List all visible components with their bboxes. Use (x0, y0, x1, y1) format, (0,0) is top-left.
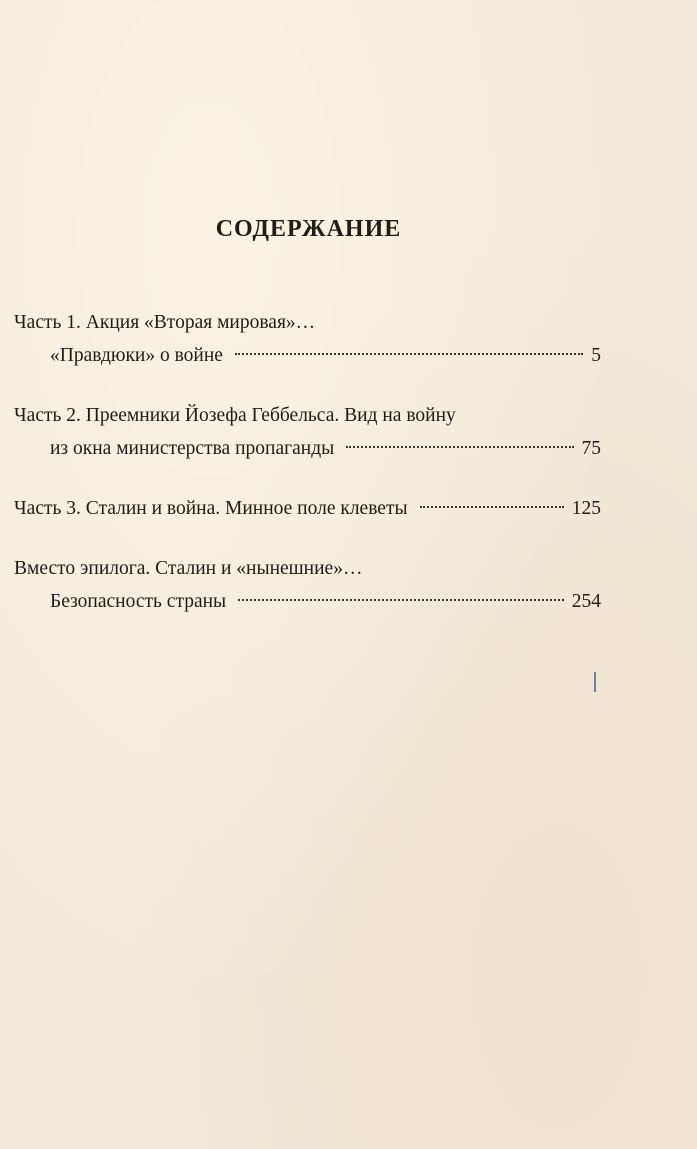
page-number: 254 (571, 591, 601, 612)
toc-entry-title: Вместо эпилога. Сталин и «нынешние»… (14, 558, 363, 579)
page-number: 125 (571, 498, 601, 519)
toc-entry-subtitle: из окна министерства пропаганды (50, 438, 335, 459)
toc-entry-part-2 (14, 399, 601, 465)
toc-entry-subtitle-line (14, 432, 601, 465)
page-number: 75 (581, 438, 601, 459)
page-title: СОДЕРЖАНИЕ (215, 216, 402, 242)
table-of-contents (14, 306, 601, 645)
page-number: 5 (591, 345, 601, 366)
dot-leader (346, 446, 573, 448)
dot-leader (238, 599, 564, 601)
toc-entry-title-line (14, 492, 601, 525)
toc-entry-title: Часть 1. Акция «Вторая мировая»… (14, 312, 316, 333)
dot-leader (420, 506, 564, 508)
toc-entry-part-3 (14, 492, 601, 525)
toc-entry-epilogue (14, 552, 601, 618)
toc-entry-subtitle-line (14, 585, 601, 618)
toc-entry-subtitle: Безопасность страны (50, 591, 227, 612)
toc-entry-subtitle: «Правдюки» о войне (50, 345, 223, 366)
toc-entry-title: Часть 2. Преемники Йозефа Геббельса. Вид на войну (14, 405, 456, 426)
toc-entry-title: Часть 3. Сталин и война. Минное поле клеветы (14, 498, 408, 519)
ink-mark (594, 672, 596, 692)
dot-leader (235, 353, 583, 355)
toc-entry-subtitle-line (14, 339, 601, 372)
toc-entry-part-1 (14, 306, 601, 372)
